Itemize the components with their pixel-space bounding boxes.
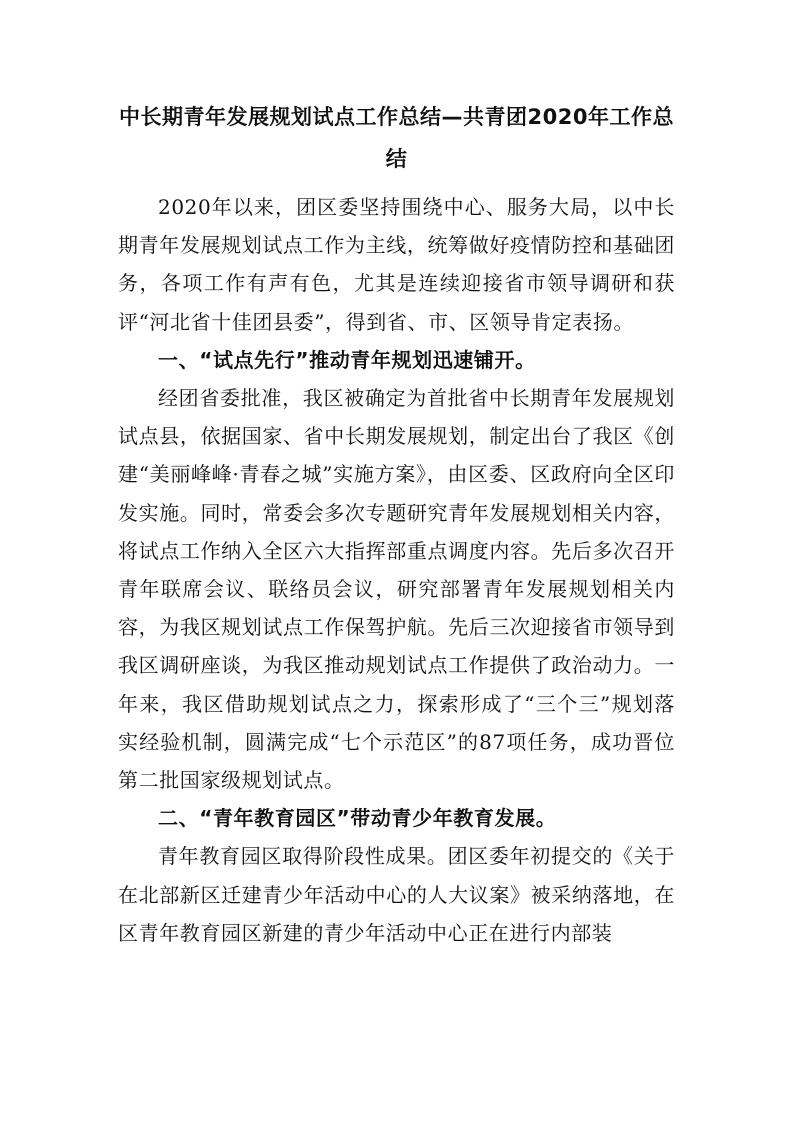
paragraph-intro: 2020年以来，团区委坚持围绕中心、服务大局，以中长期青年发展规划试点工作为主线，统筹做好疫情防控和基础团务，各项工作有声有色，尤其是连续迎接省市领导调研和获评“河北省十佳团县委”，得到省、市、区领导肯定表扬。 <box>118 195 675 334</box>
document-title <box>118 96 675 180</box>
paragraph-section-1: 经团省委批准，我区被确定为首批省中长期青年发展规划试点县，依据国家、省中长期发展规划，制定出台了我区《创建“美丽峰峰·青春之城”实施方案》，由区委、区政府向全区印发实施。同时，常委会多次专题研究青年发展规划相关内容，将试点工作纳入全区六大指挥部重点调度内容。先后多次召开青年联席会议、联络员会议，研究部署青年发展规划相关内容，为我区规划试点工作保驾护航。先后三次迎接省市领导到我区调研座谈，为我区推动规划试点工作提供了政治动力。一年来，我区借助规划试点之力，探索形成了“三个三”规划落实经验机制，圆满完成“七个示范区”的87项任务，成功晋位第二批国家级规划试点。 <box>118 386 675 793</box>
section-heading-1: 一、“试点先行”推动青年规划迅速铺开。 <box>158 347 536 372</box>
title-line-2: 结 <box>385 147 408 171</box>
title-line-1: 中长期青年发展规划试点工作总结—共青团2020年工作总 <box>119 105 674 129</box>
paragraph-section-2: 青年教育园区取得阶段性成果。团区委年初提交的《关于在北部新区迁建青少年活动中心的人大议案》被采纳落地，在区青年教育园区新建的青少年活动中心正在进行内部装 <box>118 844 675 945</box>
section-heading-2: 二、“青年教育园区”带动青少年教育发展。 <box>158 806 557 831</box>
